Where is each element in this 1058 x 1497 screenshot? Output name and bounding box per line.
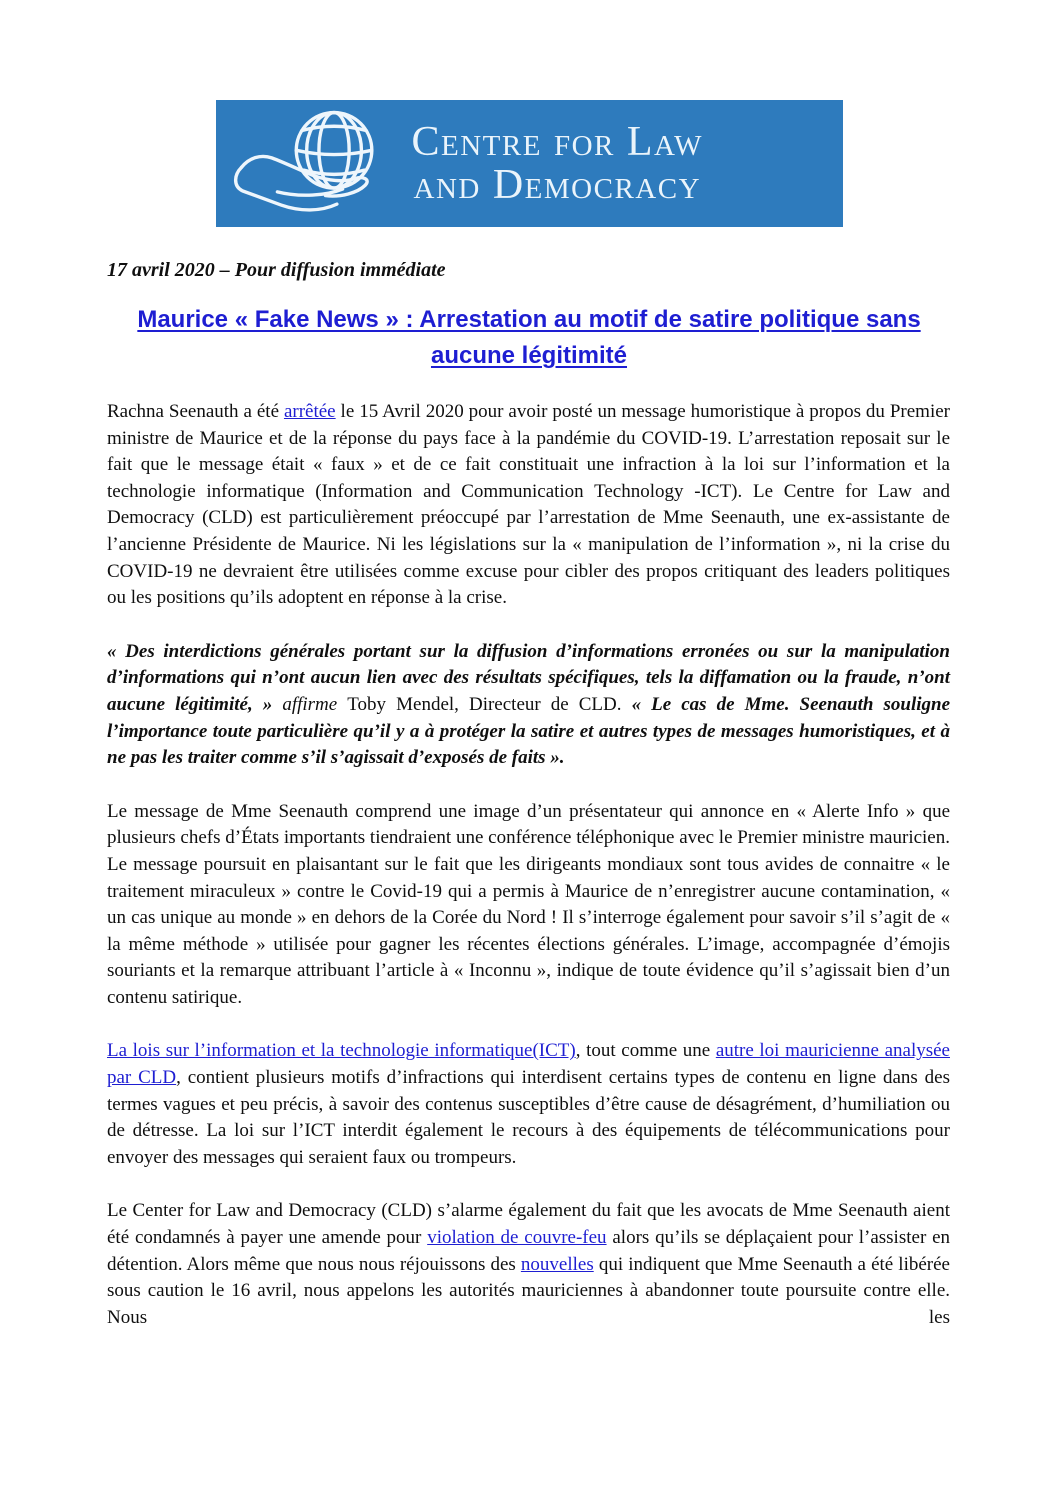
paragraph-quote [107, 639, 950, 772]
paragraph-lawyers [107, 1198, 950, 1331]
text-segment: « Le cas de Mme. Seenauth souligne l’importance toute particulière qu’il y a à protéger la satire et autres types de messages humoristiques, et à ne pas les traiter comme s’il s’agissait d’exposés de faits ». [107, 693, 951, 769]
text-segment: , contient plusieurs motifs d’infractions qui interdisent certains types de contenu en ligne dans des termes vagues et peu précis, à savoir des contenus susceptibles d’être cause de désagrément, d’humiliation ou de détresse. La loi sur l’ICT interdit également le recours à des équipements de télécommunications pour envoyer des messages qui seraient faux ou trompeurs. [107, 1067, 950, 1168]
text-segment: Le message de Mme Seenauth comprend une image d’un présentateur qui annonce en « Alerte Info » que plusieurs chefs d’États importants tiendraient une conférence téléphonique avec le Premier ministre mauricien. Le message poursuit en plaisantant sur le fait que les dirigeants mondiaux sont tous avides de connaitre « le traitement miraculeux » contre le Covid-19 qui a permis à Maurice de n’enregistrer aucune contamination, « un cas unique au monde » en dehors de la Corée du Nord ! Il s’interroge également pour savoir s’il s’agit de « la même méthode » utilisée pour gagner les récentes élections générales. L’image, accompagnée d’émojis souriants et la remarque attribuant l’article à « Inconnu », indique de toute évidence qu’il s’agissait bien d’un contenu satirique. [107, 800, 950, 1008]
text-segment: , tout comme une [575, 1040, 716, 1062]
logo-banner [216, 100, 843, 227]
text-segment: le 15 Avril 2020 pour avoir posté un message humoristique à propos du Premier ministre de Maurice et de la réponse du pays face à la pandémie du COVID-19. L’arrestation reposait sur le fait que le message était « faux » et de ce fait constituait une infraction à la loi sur l’information et la technologie informatique (Information and Communication Technology -ICT). Le Centre for Law and Democracy (CLD) est particulièrement préoccupé par l’arrestation de Mme Seenauth, une ex-assistante de l’ancienne Présidente de Maurice. Ni les législations sur la « manipulation de l’information », ni la crise du COVID-19 ne devraient être utilisées comme excuse pour cibler des propos critiquant des leaders politiques ou les positions qu’ils adoptent en réponse à la crise. [107, 401, 950, 609]
logo-text [411, 118, 704, 208]
article-body [107, 399, 950, 1331]
inline-link[interactable]: nouvelles [520, 1253, 594, 1275]
inline-link[interactable]: violation de couvre-feu [427, 1227, 607, 1249]
logo-text-line1: Centre for Law [411, 118, 704, 165]
globe-in-hand-icon [228, 105, 408, 223]
inline-link[interactable]: La lois sur l’information et la technologie informatique(ICT) [107, 1040, 576, 1062]
text-segment: Rachna Seenauth a été [107, 401, 284, 422]
page-title-link[interactable]: Maurice « Fake News » : Arrestation au motif de satire politique sans aucune légitimité [137, 306, 921, 369]
paragraph-ict-law [107, 1038, 950, 1171]
paragraph-intro [107, 399, 950, 612]
logo-text-line2: and Democracy [413, 161, 702, 208]
dateline: 17 avril 2020 – Pour diffusion immédiate [107, 259, 446, 281]
text-segment: qui indiquent que Mme Seenauth a été libérée sous caution le 16 avril, nous appelons les autorités mauriciennes à abandonner toute poursuite contre elle. Nous les [107, 1253, 950, 1328]
text-segment: « Des interdictions générales portant sur la diffusion d’informations erronées ou sur la manipulation d’informations qui n’ont aucun lien avec des résultats spécifiques, tels la diffamation ou la fraude, n’ont aucune légitimité, » [107, 640, 950, 715]
inline-link[interactable]: arrêtée [283, 401, 336, 422]
text-segment: Toby Mendel, Directeur de CLD. [347, 693, 632, 715]
text-segment: affirme [282, 693, 348, 715]
text-segment: Le Center for Law and Democracy (CLD) s’alarme également du fait que les avocats de Mme Seenauth aient été condamnés à payer une amende pour [107, 1200, 950, 1249]
text-segment: alors qu’ils se déplaçaient pour l’assister en détention. Alors même que nous nous réjouissons des [107, 1227, 951, 1275]
paragraph-message-description [107, 799, 950, 1012]
inline-link[interactable]: autre loi mauricienne analysée par CLD [107, 1040, 950, 1089]
